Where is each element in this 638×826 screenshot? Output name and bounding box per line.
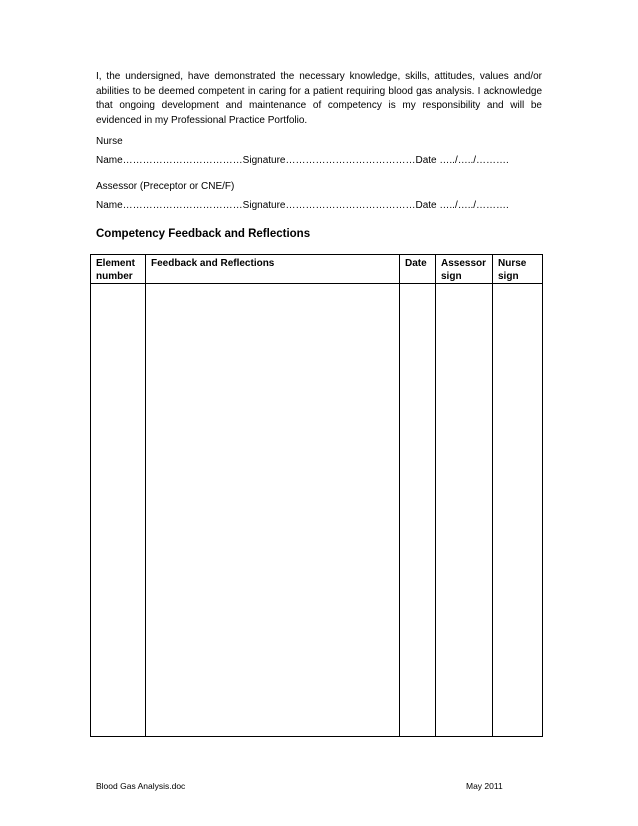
- cell-element-number[interactable]: [91, 284, 146, 737]
- column-header-assessor-sign: [436, 255, 493, 284]
- column-header-line: Nurse: [498, 258, 527, 269]
- cell-assessor-sign[interactable]: [436, 284, 493, 737]
- column-header-nurse-sign: [493, 255, 543, 284]
- assessor-heading: Assessor (Preceptor or CNE/F): [96, 181, 235, 192]
- nurse-signature-line: Name………………………………Signature…………………………………Date …../…../……….: [96, 155, 509, 166]
- table-header-row: [91, 255, 543, 284]
- table-row: [91, 284, 543, 737]
- column-header-feedback: [146, 255, 400, 284]
- declaration-paragraph: I, the undersigned, have demonstrated the necessary knowledge, skills, attitudes, values and/or abilities to be deemed competent in caring for a patient requiring blood gas analysis. I acknowledge that ongoing development and maintenance of competency is my responsibility and will be evidenced in my Professional Practice Portfolio.: [96, 71, 542, 126]
- column-header-line: Assessor: [441, 258, 487, 269]
- column-header-element-number: [91, 255, 146, 284]
- nurse-heading: Nurse: [96, 136, 123, 147]
- footer-filename: Blood Gas Analysis.doc: [96, 781, 186, 791]
- assessor-signature-line: Name………………………………Signature…………………………………Date …../…../……….: [96, 200, 509, 211]
- cell-feedback[interactable]: [146, 284, 400, 737]
- column-header-line: Element: [96, 258, 135, 269]
- column-header-date: [400, 255, 436, 284]
- column-header-line: Feedback and Reflections: [151, 258, 275, 269]
- column-header-line: sign: [441, 271, 462, 282]
- column-header-line: Date: [405, 258, 427, 269]
- feedback-table: [90, 254, 543, 737]
- cell-date[interactable]: [400, 284, 436, 737]
- column-header-line: number: [96, 271, 133, 282]
- footer-date: May 2011: [466, 781, 503, 791]
- section-title: Competency Feedback and Reflections: [96, 228, 311, 240]
- cell-nurse-sign[interactable]: [493, 284, 543, 737]
- column-header-line: sign: [498, 271, 519, 282]
